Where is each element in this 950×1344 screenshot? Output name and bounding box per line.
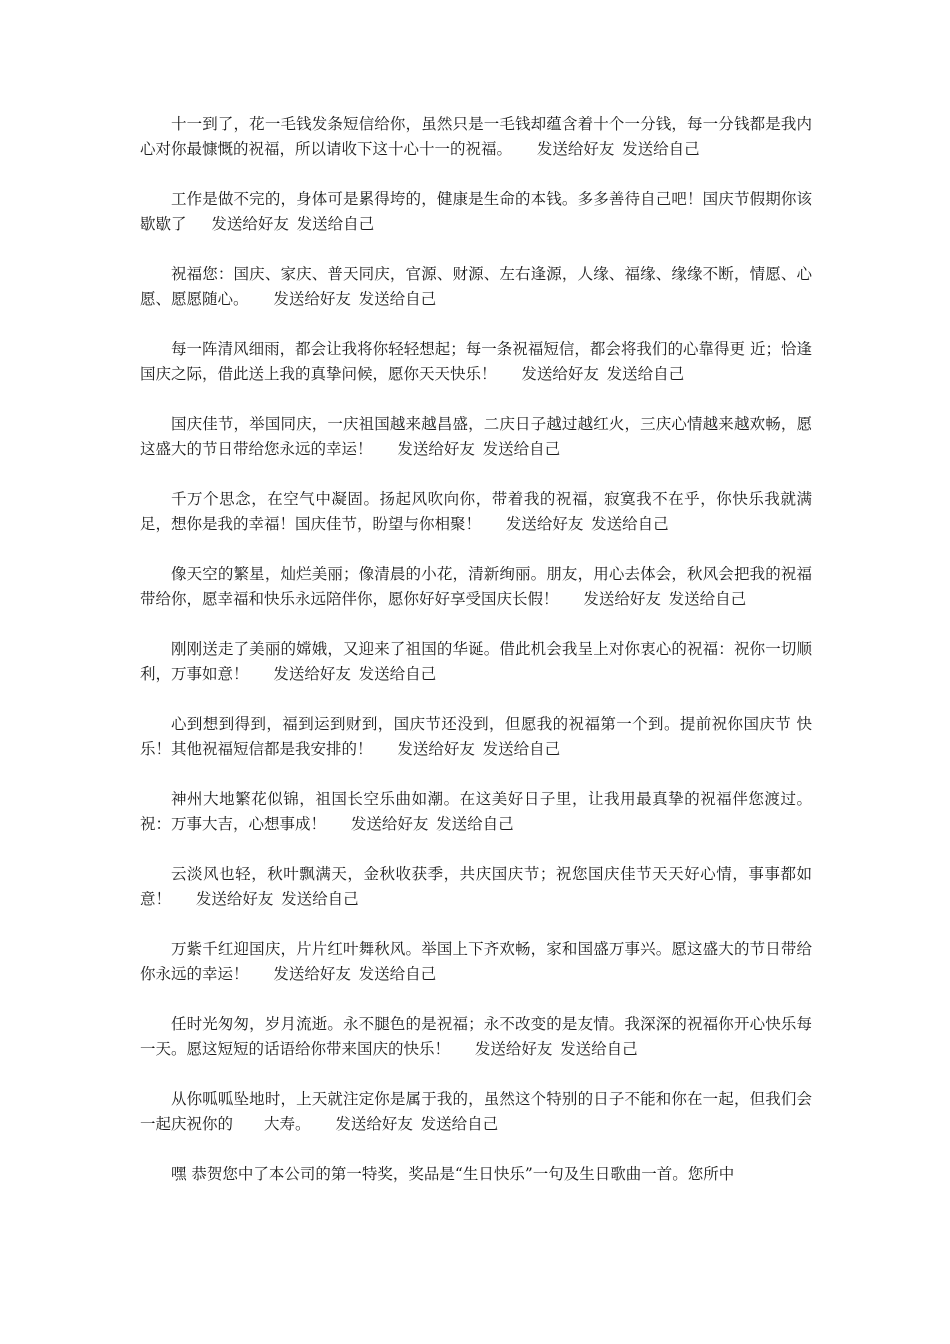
message-text: 嘿 恭贺您中了本公司的第一特奖，奖品是“生日快乐”一句及生日歌曲一首。您所中 [171,1165,735,1183]
send-to-friend-link[interactable]: 发送给好友 [350,815,429,833]
send-to-self-link[interactable]: 发送给自己 [358,965,437,983]
message-paragraph [140,1012,812,1062]
send-to-self-link[interactable]: 发送给自己 [622,140,700,158]
message-text: 祝福您：国庆、家庆、普天同庆，官源、财源、左右逢源，人缘、福缘、缘缘不断，情愿、心愿、愿愿随心。 [140,265,812,308]
document-page [140,112,812,1212]
send-to-self-link[interactable]: 发送给自己 [436,815,514,833]
message-paragraph [140,787,812,837]
send-to-friend-link[interactable]: 发送给好友 [474,1040,553,1058]
send-to-friend-link[interactable]: 发送给好友 [273,965,351,983]
message-text: 心到想到得到，福到运到财到，国庆节还没到，但愿我的祝福第一个到。提前祝你国庆节 快乐！其他祝福短信都是我安排的！ [140,715,812,758]
send-to-self-link[interactable]: 发送给自己 [482,440,561,458]
message-text: 万紫千红迎国庆，片片红叶舞秋风。举国上下齐欢畅，家和国盛万事兴。愿这盛大的节日带给你永远的幸运！ [140,940,812,983]
message-paragraph [140,187,812,237]
message-paragraph [140,487,812,537]
send-to-friend-link[interactable]: 发送给好友 [397,740,475,758]
message-paragraph [140,712,812,762]
message-paragraph [140,862,812,912]
message-text: 神州大地繁花似锦，祖国长空乐曲如潮。在这美好日子里，让我用最真挚的祝福伴您渡过。祝：万事大吉，心想事成！ [140,790,812,833]
send-to-friend-link[interactable]: 发送给好友 [273,290,351,308]
send-to-self-link[interactable]: 发送给自己 [668,590,747,608]
send-to-friend-link[interactable]: 发送给好友 [505,515,584,533]
send-to-friend-link[interactable]: 发送给好友 [536,140,615,158]
message-paragraph [140,112,812,162]
send-to-self-link[interactable]: 发送给自己 [296,215,375,233]
message-paragraph [140,1087,812,1137]
message-text: 工作是做不完的，身体可是累得垮的，健康是生命的本钱。多多善待自己吧！国庆节假期你该歇歇了 [140,190,812,233]
message-paragraph [140,412,812,462]
send-to-friend-link[interactable]: 发送给好友 [397,440,475,458]
send-to-self-link[interactable]: 发送给自己 [281,890,359,908]
send-to-friend-link[interactable]: 发送给好友 [335,1115,413,1133]
message-text: 像天空的繁星，灿烂美丽；像清晨的小花，清新绚丽。朋友，用心去体会，秋风会把我的祝福带给你，愿幸福和快乐永远陪伴你，愿你好好享受国庆长假！ [140,565,812,608]
send-to-self-link[interactable]: 发送给自己 [358,290,437,308]
message-text: 千万个思念，在空气中凝固。扬起风吹向你，带着我的祝福，寂寞我不在乎，你快乐我就满足，想你是我的幸福！国庆佳节，盼望与你相聚！ [140,490,812,533]
message-text: 十一到了，花一毛钱发条短信给你，虽然只是一毛钱却蕴含着十个一分钱，每一分钱都是我内心对你最慷慨的祝福，所以请收下这十心十一的祝福。 [140,115,812,158]
send-to-self-link[interactable]: 发送给自己 [358,665,437,683]
message-text: 每一阵清风细雨，都会让我将你轻轻想起；每一条祝福短信，都会将我们的心靠得更 近；恰逢国庆之际，借此送上我的真挚问候，愿你天天快乐！ [140,340,812,383]
send-to-self-link[interactable]: 发送给自己 [482,740,561,758]
message-paragraph [140,337,812,387]
message-paragraph [140,1162,812,1187]
message-text: 云淡风也轻，秋叶飘满天，金秋收获季，共庆国庆节；祝您国庆佳节天天好心情，事事都如意！ [140,865,812,908]
message-paragraph [140,562,812,612]
send-to-friend-link[interactable]: 发送给好友 [583,590,661,608]
send-to-self-link[interactable]: 发送给自己 [560,1040,638,1058]
message-paragraph [140,262,812,312]
message-paragraph [140,637,812,687]
message-text: 刚刚送走了美丽的嫦娥，又迎来了祖国的华诞。借此机会我呈上对你衷心的祝福：祝你一切顺利，万事如意！ [140,640,812,683]
send-to-friend-link[interactable]: 发送给好友 [273,665,351,683]
send-to-self-link[interactable]: 发送给自己 [606,365,685,383]
send-to-friend-link[interactable]: 发送给好友 [195,890,274,908]
message-text: 国庆佳节，举国同庆，一庆祖国越来越昌盛，二庆日子越过越红火，三庆心情越来越欢畅，愿这盛大的节日带给您永远的幸运！ [140,415,812,458]
send-to-friend-link[interactable]: 发送给好友 [211,215,289,233]
message-text: 从你呱呱坠地时，上天就注定你是属于我的，虽然这个特别的日子不能和你在一起，但我们会一起庆祝你的 大寿。 [140,1090,812,1133]
send-to-friend-link[interactable]: 发送给好友 [521,365,599,383]
message-paragraph [140,937,812,987]
send-to-self-link[interactable]: 发送给自己 [420,1115,499,1133]
send-to-self-link[interactable]: 发送给自己 [591,515,669,533]
message-text: 任时光匆匆，岁月流逝。永不腿色的是祝福；永不改变的是友情。我深深的祝福你开心快乐每一天。愿这短短的话语给你带来国庆的快乐！ [140,1015,812,1058]
